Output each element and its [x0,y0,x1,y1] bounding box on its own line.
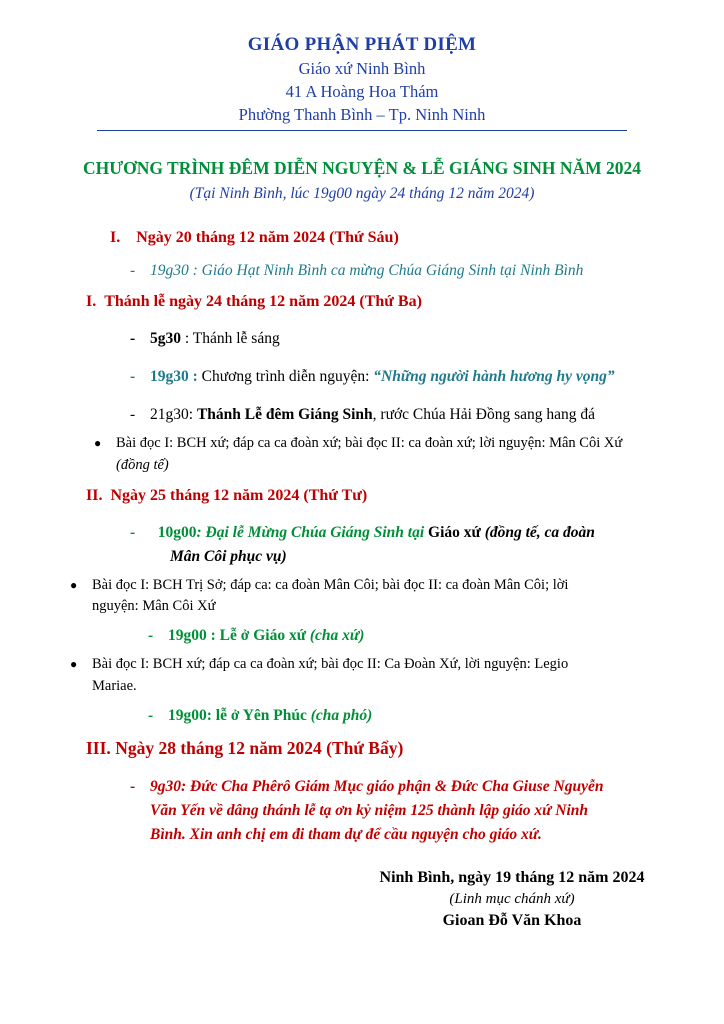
dash-marker: - [130,523,136,541]
section-2-bullet-1 [52,433,672,477]
section-3-heading [52,487,672,505]
section-4-item-1 [52,775,672,847]
section-1-number: I. [110,229,121,246]
dash-marker: - [130,777,136,795]
section-4-heading [52,738,672,759]
diocese-name: GIÁO PHẬN PHÁT DIỆM [247,34,477,55]
section-2-item-3-time: 21g30: [150,406,197,424]
section-2-item-2-text: Chương trình diễn nguyện: [197,368,374,386]
section-2-item-1-text: : Thánh lễ sáng [181,330,280,348]
section-1-item-1-text: 19g30 : Giáo Hạt Ninh Bình ca mừng Chúa Giáng Sinh tại Ninh Bình [150,262,584,279]
dash-marker: - [130,368,136,386]
section-2-title: Thánh lễ ngày 24 tháng 12 năm 2024 (Thứ Ba) [104,293,422,311]
section-3-item-1-ital: (đồng tế, ca đoàn [484,523,595,541]
parish-ward: Phường Thanh Bình – Tp. Ninh Ninh [238,105,486,124]
bullet-icon: ● [70,657,78,672]
page-title: CHƯƠNG TRÌNH ĐÊM DIỄN NGUYỆN & LỄ GIÁNG SINH NĂM 2024 [82,158,642,178]
section-3-bullet-2-line-2: Mariae. [92,677,137,694]
section-2-heading [52,293,672,311]
section-4-title: Ngày 28 tháng 12 năm 2024 (Thứ Bẩy) [115,737,404,758]
dash-marker: - [148,627,154,645]
section-4-item-1-line-2: Văn Yến về dâng thánh lễ tạ ơn kỷ niệm 125 thành lập giáo xứ Ninh [150,801,589,819]
section-3-title: Ngày 25 tháng 12 năm 2024 (Thứ Tư) [110,486,368,504]
section-3-bullet-2-line-1: Bài đọc I: BCH xứ; đáp ca ca đoàn xứ; bài đọc II: Ca Đoàn Xứ, lời nguyện: Legio [92,656,569,673]
section-2-number: I. [86,293,97,311]
dash-marker: - [148,706,154,724]
signature-name: Gioan Đỗ Văn Khoa [442,911,582,929]
section-3-item-2-ital: (cha xứ) [309,627,365,645]
dash-marker: - [130,262,136,279]
section-1-title: Ngày 20 tháng 12 năm 2024 (Thứ Sáu) [136,229,399,246]
section-3-item-1 [52,521,672,569]
section-2-item-3-bold: Thánh Lễ đêm Giáng Sinh [196,406,373,424]
section-2-item-1-time: 5g30 [150,330,181,348]
section-2-item-2-quote: “Những người hành hương hy vọng” [373,368,615,386]
section-3-item-3-ital: (cha phó) [310,706,373,724]
section-3-item-1-line-2: Mân Côi phục vụ) [170,547,287,565]
section-2-item-3 [52,403,672,427]
section-4-item-1-line-3: Bình. Xin anh chị em đi tham dự để cầu nguyện cho giáo xứ. [150,825,542,843]
dash-marker: - [130,330,136,348]
section-4-number: III. [86,737,111,758]
dash-marker: - [130,406,136,424]
section-3-bullet-2 [52,654,672,698]
signature-block [52,869,672,930]
bullet-icon: ● [70,577,78,592]
section-2-bullet-1-line-1: Bài đọc I: BCH xứ; đáp ca ca đoàn xứ; bài đọc II: ca đoàn xứ; lời nguyện: Mân Côi Xứ [116,435,623,452]
document-body [52,229,672,930]
section-1-item-1 [52,259,672,283]
parish-name: Giáo xứ Ninh Bình [298,59,426,78]
section-2-bullet-1-line-2: (đồng tế) [116,456,169,473]
section-3-bullet-1-line-1: Bài đọc I: BCH Trị Sở; đáp ca: ca đoàn Mân Côi; bài đọc II: ca đoàn Mân Côi; lời [92,576,569,593]
section-2-item-2-time: 19g30 : [150,368,198,386]
signature-place-date: Ninh Bình, ngày 19 tháng 12 năm 2024 [379,868,645,886]
section-2-item-3-text: , rước Chúa Hải Đồng sang hang đá [372,406,596,424]
section-3-item-1-time: 10g00 [157,523,197,541]
document-header [52,34,672,131]
bullet-icon: ● [94,436,102,451]
section-3-item-3-text: 19g00: lễ ở Yên Phúc [168,706,311,724]
page-subtitle: (Tại Ninh Bình, lúc 19g00 ngày 24 tháng 12 năm 2024) [189,185,535,202]
parish-address: 41 A Hoàng Hoa Thám [285,82,439,101]
signature-role: (Linh mục chánh xứ) [449,890,575,907]
section-3-bullet-1 [52,575,672,619]
header-divider [97,130,627,131]
section-3-item-3 [52,704,672,728]
section-2-item-1 [52,327,672,351]
section-1-heading [52,229,672,247]
section-3-item-2-text: 19g00 : Lễ ở Giáo xứ [168,627,310,645]
section-2-item-2 [52,365,672,389]
section-3-number: II. [86,486,103,504]
section-3-item-1-text: : Đại lễ Mừng Chúa Giáng Sinh tại [196,523,429,541]
section-3-bullet-1-line-2: nguyện: Mân Côi Xứ [92,598,216,615]
section-3-item-1-black: Giáo xứ [428,523,485,541]
section-3-item-2 [52,624,672,648]
section-4-item-1-line-1: 9g30: Đức Cha Phêrô Giám Mục giáo phận & Đức Cha Giuse Nguyễn [150,777,604,795]
